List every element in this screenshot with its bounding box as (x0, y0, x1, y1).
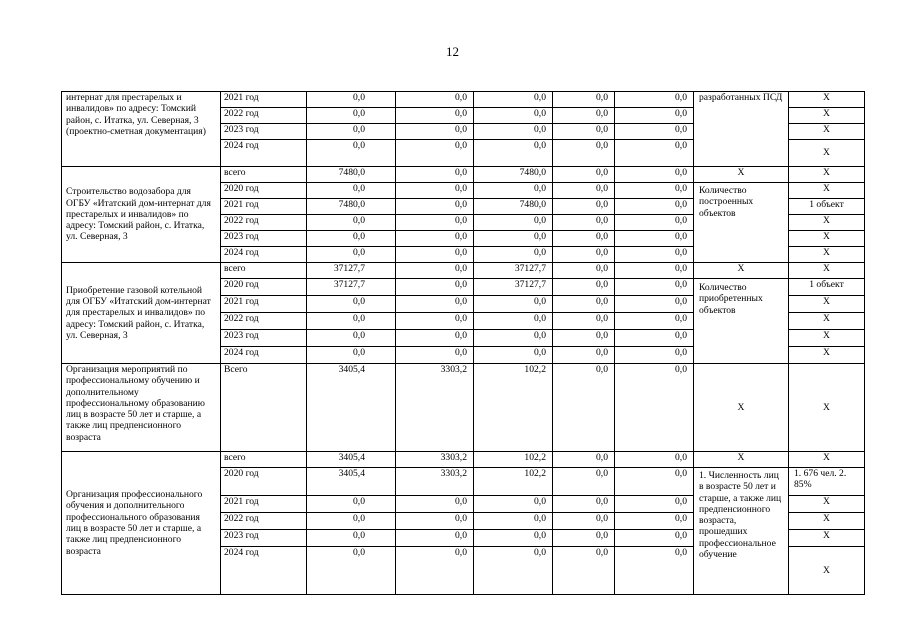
period-cell: 2024 год (221, 347, 307, 364)
value-cell: 0,0 (553, 167, 615, 183)
value-cell: 0,0 (474, 330, 553, 347)
value-cell: 0,0 (474, 247, 553, 263)
page-number: 12 (446, 44, 459, 59)
value-cell: 0,0 (307, 496, 396, 513)
value-cell: 0,0 (615, 452, 694, 468)
period-cell: 2020 год (221, 183, 307, 199)
period-cell: 2023 год (221, 231, 307, 247)
value-cell: 0,0 (474, 215, 553, 231)
period-cell: 2020 год (221, 468, 307, 496)
period-cell: 2020 год (221, 279, 307, 296)
value-cell: 0,0 (396, 296, 474, 313)
value-cell: 0,0 (474, 124, 553, 140)
period-cell: Всего (221, 364, 307, 452)
value-cell: 0,0 (553, 513, 615, 530)
target-cell: Х (789, 183, 865, 199)
value-cell: 0,0 (474, 547, 553, 595)
value-cell: 0,0 (553, 124, 615, 140)
target-cell: Х (789, 92, 865, 108)
value-cell: 0,0 (307, 140, 396, 167)
target-cell: Х (789, 547, 865, 595)
period-cell: 2021 год (221, 296, 307, 313)
section-name: Приобретение газовой котельной для ОГБУ «Итатский дом-интернат для престарелых и инвалидов» по адресу: Томский район, с. Итатка, ул. Северная, 3 (62, 263, 221, 364)
period-cell: 2024 год (221, 547, 307, 595)
section-name: интернат для престарелых и инвалидов» по адресу: Томский район, с. Итатка, ул. Северная, 3 (проектно-сметная документация) (62, 92, 221, 167)
period-cell: 2022 год (221, 513, 307, 530)
value-cell: 0,0 (396, 247, 474, 263)
value-cell: 3405,4 (307, 452, 396, 468)
value-cell: 0,0 (553, 364, 615, 452)
value-cell: 37127,7 (474, 263, 553, 279)
value-cell: 0,0 (615, 183, 694, 199)
value-cell: 0,0 (615, 513, 694, 530)
target-cell: Х (789, 496, 865, 513)
value-cell: 0,0 (553, 279, 615, 296)
value-cell: 0,0 (307, 92, 396, 108)
section-name: Организация профессионального обучения и дополнительного профессионального образования лиц в возрасте 50 лет и старше, а также лиц предпенсионного возраста (62, 452, 221, 595)
value-cell: 0,0 (396, 263, 474, 279)
period-cell: 2022 год (221, 313, 307, 330)
value-cell: 0,0 (307, 215, 396, 231)
value-cell: 0,0 (396, 199, 474, 215)
value-cell: 0,0 (307, 231, 396, 247)
value-cell: 0,0 (474, 296, 553, 313)
value-cell: 3303,2 (396, 364, 474, 452)
target-cell: Х (789, 313, 865, 330)
value-cell: 3405,4 (307, 364, 396, 452)
value-cell: 0,0 (474, 513, 553, 530)
value-cell: 0,0 (615, 468, 694, 496)
value-cell: 0,0 (615, 124, 694, 140)
target-cell: Х (789, 108, 865, 124)
value-cell: 0,0 (474, 183, 553, 199)
indicator-cell: Х (694, 167, 789, 183)
value-cell: 0,0 (553, 199, 615, 215)
value-cell: 0,0 (307, 313, 396, 330)
value-cell: 102,2 (474, 468, 553, 496)
indicator-cell: Х (694, 263, 789, 279)
period-cell: 2023 год (221, 330, 307, 347)
value-cell: 0,0 (396, 140, 474, 167)
value-cell: 0,0 (307, 330, 396, 347)
value-cell: 0,0 (396, 108, 474, 124)
value-cell: 0,0 (615, 231, 694, 247)
period-cell: 2021 год (221, 199, 307, 215)
value-cell: 0,0 (615, 108, 694, 124)
value-cell: 0,0 (396, 183, 474, 199)
value-cell: 37127,7 (474, 279, 553, 296)
value-cell: 0,0 (396, 92, 474, 108)
period-cell: 2024 год (221, 140, 307, 167)
value-cell: 0,0 (396, 313, 474, 330)
value-cell: 0,0 (553, 296, 615, 313)
value-cell: 0,0 (474, 347, 553, 364)
period-cell: 2023 год (221, 124, 307, 140)
indicator-cell: Х (694, 452, 789, 468)
value-cell: 0,0 (307, 108, 396, 124)
period-cell: всего (221, 167, 307, 183)
value-cell: 102,2 (474, 452, 553, 468)
period-cell: 2023 год (221, 530, 307, 547)
value-cell: 0,0 (553, 263, 615, 279)
period-cell: 2022 год (221, 215, 307, 231)
value-cell: 0,0 (396, 496, 474, 513)
value-cell: 0,0 (307, 247, 396, 263)
indicator-cell: 1. Численность лиц в возрасте 50 лет и старше, а также лиц предпенсионного возраста, прошедших профессиональное обучение (694, 468, 789, 595)
value-cell: 0,0 (474, 108, 553, 124)
target-cell: Х (789, 263, 865, 279)
value-cell: 0,0 (474, 231, 553, 247)
value-cell: 0,0 (307, 296, 396, 313)
target-cell: Х (789, 231, 865, 247)
value-cell: 0,0 (553, 247, 615, 263)
program-table (61, 91, 865, 595)
value-cell: 102,2 (474, 364, 553, 452)
value-cell: 0,0 (615, 215, 694, 231)
value-cell: 3303,2 (396, 452, 474, 468)
value-cell: 0,0 (307, 183, 396, 199)
value-cell: 3405,4 (307, 468, 396, 496)
target-cell: 1 объект (789, 279, 865, 296)
indicator-cell: разработанных ПСД (694, 92, 789, 167)
target-cell: Х (789, 215, 865, 231)
value-cell: 0,0 (615, 279, 694, 296)
value-cell: 0,0 (553, 530, 615, 547)
value-cell: 0,0 (307, 513, 396, 530)
period-cell: 2024 год (221, 247, 307, 263)
value-cell: 0,0 (396, 215, 474, 231)
value-cell: 37127,7 (307, 263, 396, 279)
value-cell: 0,0 (553, 183, 615, 199)
target-cell: Х (789, 296, 865, 313)
value-cell: 0,0 (553, 468, 615, 496)
value-cell: 7480,0 (307, 167, 396, 183)
table-row (62, 452, 865, 468)
value-cell: 0,0 (474, 313, 553, 330)
value-cell: 0,0 (553, 347, 615, 364)
period-cell: всего (221, 263, 307, 279)
value-cell: 7480,0 (307, 199, 396, 215)
value-cell: 0,0 (474, 496, 553, 513)
value-cell: 0,0 (396, 547, 474, 595)
value-cell: 0,0 (553, 452, 615, 468)
target-cell: Х (789, 247, 865, 263)
value-cell: 0,0 (396, 279, 474, 296)
value-cell: 0,0 (553, 215, 615, 231)
target-cell: Х (789, 364, 865, 452)
value-cell: 0,0 (474, 140, 553, 167)
value-cell: 0,0 (615, 140, 694, 167)
value-cell: 0,0 (615, 199, 694, 215)
value-cell: 0,0 (396, 513, 474, 530)
target-cell: 1. 676 чел. 2. 85% (789, 468, 865, 496)
value-cell: 0,0 (396, 330, 474, 347)
value-cell: 0,0 (615, 496, 694, 513)
value-cell: 0,0 (553, 313, 615, 330)
value-cell: 0,0 (396, 231, 474, 247)
value-cell: 0,0 (396, 347, 474, 364)
value-cell: 0,0 (553, 496, 615, 513)
value-cell: 0,0 (615, 263, 694, 279)
table-row (62, 263, 865, 279)
period-cell: 2022 год (221, 108, 307, 124)
value-cell: 0,0 (307, 124, 396, 140)
value-cell: 0,0 (615, 347, 694, 364)
value-cell: 0,0 (307, 347, 396, 364)
value-cell: 0,0 (474, 92, 553, 108)
table-row (62, 92, 865, 108)
value-cell: 0,0 (615, 364, 694, 452)
period-cell: 2021 год (221, 92, 307, 108)
value-cell: 0,0 (474, 530, 553, 547)
target-cell: Х (789, 347, 865, 364)
value-cell: 0,0 (396, 530, 474, 547)
target-cell: Х (789, 513, 865, 530)
value-cell: 0,0 (307, 547, 396, 595)
value-cell: 0,0 (615, 247, 694, 263)
value-cell: 0,0 (553, 92, 615, 108)
value-cell: 0,0 (307, 530, 396, 547)
target-cell: 1 объект (789, 199, 865, 215)
value-cell: 0,0 (615, 296, 694, 313)
value-cell: 0,0 (615, 313, 694, 330)
table-row (62, 364, 865, 452)
value-cell: 0,0 (615, 547, 694, 595)
target-cell: Х (789, 140, 865, 167)
indicator-cell: Х (694, 364, 789, 452)
value-cell: 0,0 (396, 124, 474, 140)
target-cell: Х (789, 167, 865, 183)
value-cell: 3303,2 (396, 468, 474, 496)
value-cell: 37127,7 (307, 279, 396, 296)
target-cell: Х (789, 530, 865, 547)
section-name: Организация мероприятий по профессиональному обучению и дополнительному профессиональному образованию лиц в возрасте 50 лет и старше, а также лиц предпенсионного возраста (62, 364, 221, 452)
value-cell: 0,0 (615, 92, 694, 108)
target-cell: Х (789, 330, 865, 347)
value-cell: 0,0 (553, 547, 615, 595)
target-cell: Х (789, 452, 865, 468)
period-cell: 2021 год (221, 496, 307, 513)
value-cell: 0,0 (615, 530, 694, 547)
value-cell: 7480,0 (474, 199, 553, 215)
period-cell: всего (221, 452, 307, 468)
value-cell: 0,0 (553, 330, 615, 347)
value-cell: 0,0 (553, 231, 615, 247)
indicator-cell: Количество построенных объектов (694, 183, 789, 263)
value-cell: 0,0 (615, 330, 694, 347)
section-name: Строительство водозабора для ОГБУ «Итатский дом-интернат для престарелых и инвалидов» по адресу: Томский район, с. Итатка, ул. Северная, 3 (62, 167, 221, 263)
value-cell: 0,0 (615, 167, 694, 183)
target-cell: Х (789, 124, 865, 140)
table-row (62, 167, 865, 183)
value-cell: 0,0 (553, 140, 615, 167)
indicator-cell: Количество приобретенных объектов (694, 279, 789, 364)
value-cell: 0,0 (396, 167, 474, 183)
value-cell: 7480,0 (474, 167, 553, 183)
value-cell: 0,0 (553, 108, 615, 124)
